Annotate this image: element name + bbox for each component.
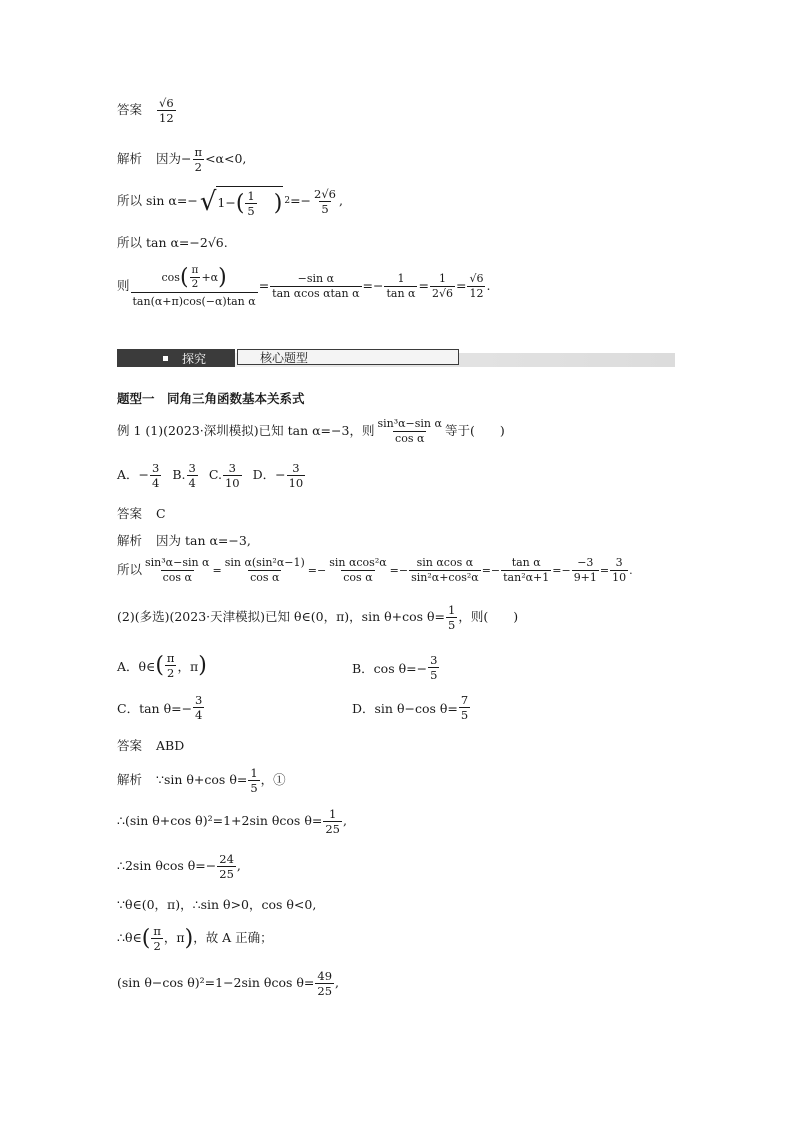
- example2-solution-line-5: ∴θ∈ ( $\frac{\pi}{2}$ ，π ) ，故 A 正确；: [117, 924, 273, 954]
- type1-heading: 题型一 同角三角函数基本关系式: [117, 391, 305, 406]
- example1-solution-line-2: 所以 $\frac{\text{sin³α−sin α}}{\text{cos α}}$ = $\frac{\text{sin α(sin²α−1)}}{\text{cos α}}$ =− $\frac{\text{sin αcos²α}}{\text{cos α}}$ =− $\frac{\text{sin αcos α}}{\text{sin²α+cos²α}}$ =− $\frac{\text{tan α}}{\text{tan²α+1}}$ =− $\frac{-3}{9+1}$ = $\frac{3}{10}$ .: [117, 556, 633, 584]
- example1-question: 例 1 (1)(2023·深圳模拟)已知 tan α=−3，则 $\frac{\text{sin³α−sin α}}{\text{cos α}}$ 等于( ): [117, 417, 505, 445]
- band-tab-core-types: 核心题型: [237, 349, 459, 365]
- example1-options: [117, 462, 306, 489]
- section-band: [117, 345, 675, 371]
- ex2-option-d: D．sin θ−cos θ= $\frac{7}{5}$: [352, 693, 469, 723]
- solution-line-4: 则 cos ( $\frac{\pi}{2}$ +α ) tan(α+π)cos(−α)tan α = $\frac{\text{−sin α}}{\text{tan αcos αtan α}}$ =− $\frac{1}{\text{tan α}}$ = $\frac{1}{2√6}$ = $\frac{√6}{12}$ .: [117, 264, 491, 309]
- ex2-option-c: C．tan θ=− $\frac{3}{4}$: [117, 693, 203, 723]
- band-tab-explore: 探究: [117, 349, 235, 367]
- solution-line-3: 所以 tan α=−2√6.: [117, 235, 228, 250]
- example2-solution-line-6: (sin θ−cos θ)²=1−2sin θcos θ= $\frac{49}{25}$ ,: [117, 969, 339, 999]
- example2-answer: 答案 ABD: [117, 738, 185, 753]
- option-a: A．− $\frac{3}{4}$: [117, 461, 160, 491]
- example1-solution-line-1: 解析 因为 tan α=−3,: [117, 533, 251, 548]
- ex2-option-b: B．cos θ=− $\frac{3}{5}$: [352, 653, 438, 683]
- option-c: C. $\frac{3}{10}$: [208, 461, 240, 491]
- answer-line-1: [117, 97, 177, 124]
- option-d: D．− $\frac{3}{10}$: [252, 461, 304, 491]
- answer-fraction: $\frac{√6}{12}$: [159, 96, 174, 126]
- option-b: B. $\frac{3}{4}$: [172, 461, 196, 491]
- example2-solution-line-3: ∴2sin θcos θ=− $\frac{24}{25}$ ,: [117, 852, 241, 882]
- example2-solution-line-2: ∴(sin θ+cos θ)²=1+2sin θcos θ= $\frac{1}{25}$ ,: [117, 807, 347, 837]
- square-bullet-icon: [163, 356, 168, 361]
- big-fraction: cos ( $\frac{\pi}{2}$ +α ) tan(α+π)cos(−α)tan α: [132, 264, 256, 309]
- example2-question: (2)(多选)(2023·天津模拟)已知 θ∈(0，π)，sin θ+cos θ= $\frac{1}{5}$ ，则( ): [117, 603, 519, 633]
- solution-label: 解析: [117, 151, 143, 167]
- example2-solution-line-4: ∵θ∈(0，π)，∴sin θ>0，cos θ<0,: [117, 897, 317, 912]
- solution-line-2: 所以 sin α=− √ 1− ( $\frac{1}{5}$ ) 2 =− $\frac{2√6}{5}$ ,: [117, 186, 343, 219]
- answer-label: 答案: [117, 102, 143, 118]
- example1-answer: 答案 C: [117, 506, 166, 521]
- example2-solution-line-1: 解析 ∵sin θ+cos θ= $\frac{1}{5}$ ，①: [117, 766, 286, 796]
- radicand: 1− ( $\frac{1}{5}$ ): [216, 186, 283, 217]
- radical-sign: √: [199, 186, 217, 217]
- solution-line-1: 解析 因为 − $\frac{\pi}{2}$ <α<0,: [117, 145, 247, 175]
- ex2-option-a: A．θ∈ ( $\frac{\pi}{2}$ ，π ): [117, 651, 207, 681]
